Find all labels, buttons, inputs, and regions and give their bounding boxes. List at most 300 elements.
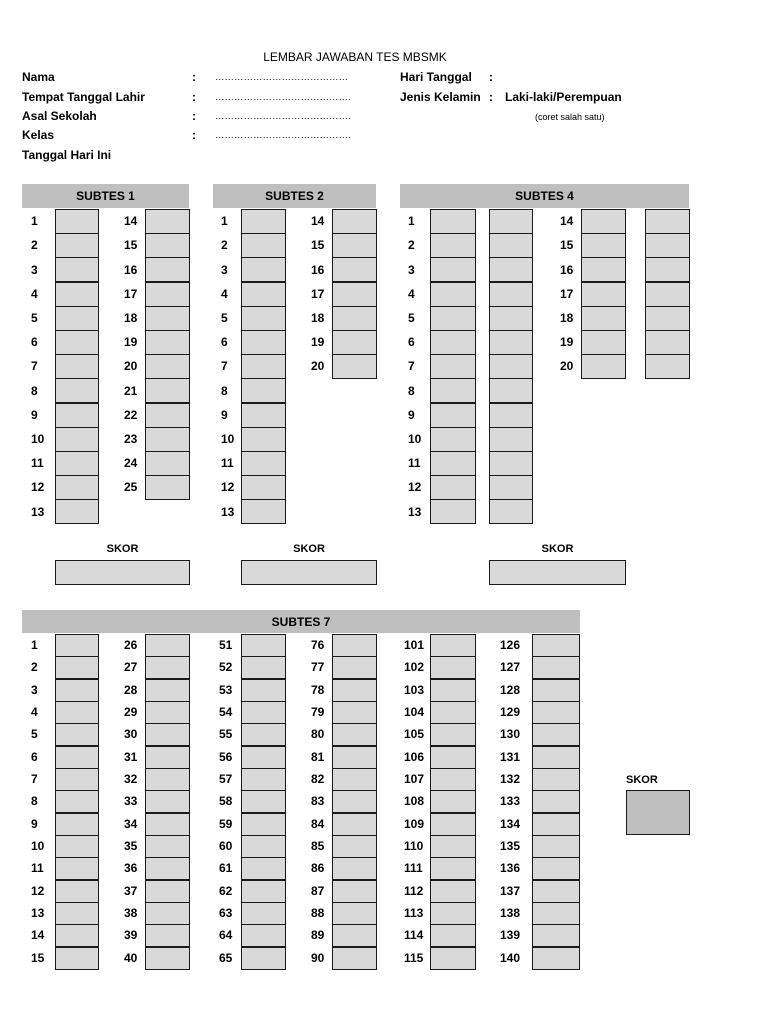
answer-box (55, 947, 99, 970)
answer-box (145, 209, 190, 234)
answer-box (145, 282, 190, 307)
answer-box (145, 947, 190, 970)
answer-box (241, 701, 286, 724)
item-number: 114 (404, 928, 424, 942)
item-number: 3 (31, 263, 38, 277)
answer-box (55, 378, 99, 403)
item-number: 136 (500, 861, 521, 875)
item-number: 6 (221, 335, 228, 349)
item-number: 59 (219, 817, 233, 831)
answer-box (55, 634, 99, 657)
answer-box (241, 924, 286, 947)
item-number: 4 (31, 287, 38, 301)
answer-box (430, 947, 476, 970)
item-number: 77 (311, 660, 325, 674)
item-number: 128 (500, 683, 521, 697)
item-number: 56 (219, 750, 233, 764)
subtes-1-header: SUBTES 1 (22, 184, 189, 208)
answer-box (145, 790, 190, 813)
item-number: 135 (500, 839, 521, 853)
answer-box (430, 746, 476, 769)
item-number: 9 (408, 408, 415, 422)
answer-box (241, 233, 286, 258)
item-number: 1 (31, 214, 38, 228)
item-number: 61 (219, 861, 233, 875)
answer-box (645, 282, 690, 307)
item-number: 127 (500, 660, 521, 674)
answer-box (581, 209, 626, 234)
jenis-kelamin-label: Jenis Kelamin (400, 90, 481, 104)
item-number: 9 (31, 817, 38, 831)
item-number: 112 (404, 884, 424, 898)
answer-box (430, 880, 476, 903)
answer-box (430, 768, 476, 791)
item-number: 107 (404, 772, 425, 786)
item-number: 37 (124, 884, 138, 898)
item-number: 138 (500, 906, 521, 920)
answer-box (241, 282, 286, 307)
answer-box (332, 924, 377, 947)
item-number: 9 (221, 408, 228, 422)
kelas-label: Kelas (22, 128, 55, 142)
item-number: 19 (560, 335, 574, 349)
answer-box (532, 835, 580, 858)
answer-box (332, 947, 377, 970)
answer-box (430, 499, 476, 524)
answer-box (489, 451, 533, 476)
item-number: 2 (221, 238, 228, 252)
answer-box (332, 354, 377, 379)
item-number: 60 (219, 839, 233, 853)
item-number: 13 (408, 505, 422, 519)
item-number: 113 (404, 906, 424, 920)
answer-box (145, 924, 190, 947)
answer-box (332, 701, 377, 724)
item-number: 26 (124, 638, 138, 652)
nama-colon: : (192, 70, 196, 84)
item-number: 79 (311, 705, 325, 719)
item-number: 33 (124, 794, 138, 808)
item-number: 20 (124, 359, 138, 373)
item-number: 2 (408, 238, 415, 252)
answer-box (55, 790, 99, 813)
item-number: 88 (311, 906, 325, 920)
item-number: 129 (500, 705, 521, 719)
item-number: 12 (31, 884, 45, 898)
answer-box (532, 656, 580, 679)
answer-box (430, 857, 476, 880)
answer-box (332, 634, 377, 657)
answer-box (241, 499, 286, 524)
answer-box (241, 330, 286, 355)
item-number: 7 (408, 359, 415, 373)
item-number: 18 (560, 311, 574, 325)
item-number: 6 (408, 335, 415, 349)
answer-box (145, 857, 190, 880)
page-title: LEMBAR JAWABAN TES MBSMK (263, 50, 447, 64)
item-number: 13 (31, 505, 45, 519)
answer-box (430, 813, 476, 836)
item-number: 106 (404, 750, 425, 764)
answer-box (55, 475, 99, 500)
item-number: 12 (408, 480, 422, 494)
asal-sekolah-label: Asal Sekolah (22, 109, 97, 123)
answer-box (332, 902, 377, 925)
answer-box (241, 378, 286, 403)
answer-box (241, 656, 286, 679)
item-number: 12 (31, 480, 45, 494)
item-number: 134 (500, 817, 521, 831)
answer-box (145, 378, 190, 403)
item-number: 11 (31, 456, 44, 470)
subtes-1-skor-box (55, 560, 190, 585)
answer-box (489, 354, 533, 379)
item-number: 82 (311, 772, 325, 786)
jenis-kelamin-colon: : (489, 90, 493, 104)
kelas-fill-line: ……………………………………. (215, 130, 351, 141)
item-number: 5 (408, 311, 415, 325)
item-number: 1 (408, 214, 415, 228)
answer-box (430, 403, 476, 428)
item-number: 32 (124, 772, 138, 786)
answer-box (332, 723, 377, 746)
item-number: 40 (124, 951, 138, 965)
item-number: 76 (311, 638, 325, 652)
answer-box (430, 233, 476, 258)
answer-box (145, 701, 190, 724)
answer-box (332, 768, 377, 791)
answer-box (55, 701, 99, 724)
answer-box (55, 656, 99, 679)
item-number: 80 (311, 727, 325, 741)
kelas-colon: : (192, 128, 196, 142)
answer-box (430, 701, 476, 724)
answer-box (532, 880, 580, 903)
answer-box (145, 880, 190, 903)
answer-box (55, 924, 99, 947)
tempat-tanggal-lahir-colon: : (192, 90, 196, 104)
answer-box (145, 330, 190, 355)
item-number: 14 (560, 214, 574, 228)
answer-box (489, 330, 533, 355)
answer-box (430, 306, 476, 331)
item-number: 62 (219, 884, 233, 898)
hari-tanggal-colon: : (489, 70, 493, 84)
answer-box (145, 746, 190, 769)
item-number: 5 (221, 311, 228, 325)
item-number: 17 (311, 287, 325, 301)
item-number: 84 (311, 817, 325, 831)
answer-box (145, 306, 190, 331)
asal-sekolah-colon: : (192, 109, 196, 123)
item-number: 133 (500, 794, 521, 808)
subtes-2-header: SUBTES 2 (213, 184, 376, 208)
item-number: 36 (124, 861, 138, 875)
answer-box (489, 209, 533, 234)
answer-box (241, 257, 286, 282)
answer-box (332, 330, 377, 355)
answer-box (145, 656, 190, 679)
item-number: 5 (31, 727, 38, 741)
answer-box (532, 947, 580, 970)
answer-box (145, 354, 190, 379)
item-number: 8 (408, 384, 415, 398)
answer-box (489, 257, 533, 282)
answer-box (430, 378, 476, 403)
answer-box (430, 679, 476, 702)
answer-box (55, 233, 99, 258)
subtes-4-skor-box (489, 560, 626, 585)
answer-box (55, 209, 99, 234)
item-number: 16 (560, 263, 574, 277)
item-number: 87 (311, 884, 325, 898)
answer-box (532, 634, 580, 657)
item-number: 14 (311, 214, 325, 228)
answer-box (241, 354, 286, 379)
answer-box (332, 790, 377, 813)
item-number: 25 (124, 480, 138, 494)
answer-box (55, 723, 99, 746)
item-number: 39 (124, 928, 138, 942)
answer-box (532, 679, 580, 702)
subtes-4-skor-label: SKOR (541, 543, 574, 555)
answer-box (241, 857, 286, 880)
answer-box (532, 768, 580, 791)
item-number: 1 (31, 638, 38, 652)
answer-box (532, 857, 580, 880)
item-number: 7 (31, 772, 38, 786)
item-number: 102 (404, 660, 425, 674)
item-number: 81 (311, 750, 325, 764)
answer-box (489, 427, 533, 452)
jenis-kelamin-note: (coret salah satu) (535, 112, 605, 122)
item-number: 126 (500, 638, 521, 652)
item-number: 14 (31, 928, 45, 942)
answer-box (55, 835, 99, 858)
answer-box (241, 723, 286, 746)
answer-box (55, 902, 99, 925)
item-number: 6 (31, 335, 38, 349)
item-number: 5 (31, 311, 38, 325)
item-number: 85 (311, 839, 325, 853)
answer-box (489, 233, 533, 258)
answer-box (145, 451, 190, 476)
answer-box (332, 880, 377, 903)
answer-box (581, 257, 626, 282)
item-number: 19 (124, 335, 138, 349)
answer-box (241, 475, 286, 500)
answer-box (645, 306, 690, 331)
answer-box (332, 306, 377, 331)
answer-box (332, 209, 377, 234)
asal-sekolah-fill-line: ……………………………………. (215, 111, 351, 122)
item-number: 52 (219, 660, 233, 674)
answer-box (430, 475, 476, 500)
answer-box (145, 723, 190, 746)
answer-box (430, 924, 476, 947)
answer-box (581, 282, 626, 307)
answer-box (145, 475, 190, 500)
item-number: 10 (31, 432, 45, 446)
answer-box (332, 679, 377, 702)
item-number: 4 (408, 287, 415, 301)
answer-box (145, 257, 190, 282)
item-number: 65 (219, 951, 233, 965)
item-number: 15 (124, 238, 138, 252)
answer-box (145, 902, 190, 925)
answer-box (430, 330, 476, 355)
item-number: 8 (31, 794, 38, 808)
item-number: 10 (221, 432, 235, 446)
item-number: 64 (219, 928, 233, 942)
subtes-4-header: SUBTES 4 (400, 184, 689, 208)
answer-box (332, 233, 377, 258)
item-number: 53 (219, 683, 233, 697)
item-number: 51 (219, 638, 233, 652)
answer-box (581, 330, 626, 355)
hari-tanggal-label: Hari Tanggal (400, 70, 472, 84)
item-number: 34 (124, 817, 138, 831)
item-number: 27 (124, 660, 138, 674)
answer-box (55, 282, 99, 307)
answer-box (241, 306, 286, 331)
answer-box (532, 701, 580, 724)
item-number: 108 (404, 794, 425, 808)
item-number: 140 (500, 951, 521, 965)
item-number: 103 (404, 683, 425, 697)
answer-box (489, 475, 533, 500)
answer-box (332, 282, 377, 307)
answer-box (145, 427, 190, 452)
item-number: 101 (404, 638, 425, 652)
item-number: 12 (221, 480, 235, 494)
item-number: 16 (124, 263, 138, 277)
answer-box (332, 257, 377, 282)
item-number: 137 (500, 884, 521, 898)
answer-box (145, 634, 190, 657)
answer-box (332, 835, 377, 858)
item-number: 28 (124, 683, 138, 697)
item-number: 7 (31, 359, 38, 373)
answer-box (645, 354, 690, 379)
item-number: 20 (311, 359, 325, 373)
item-number: 23 (124, 432, 138, 446)
answer-box (145, 403, 190, 428)
item-number: 30 (124, 727, 138, 741)
answer-box (581, 233, 626, 258)
answer-box (55, 499, 99, 524)
item-number: 14 (124, 214, 138, 228)
answer-box (55, 306, 99, 331)
nama-label: Nama (22, 70, 55, 84)
item-number: 7 (221, 359, 228, 373)
item-number: 57 (219, 772, 233, 786)
answer-box (241, 813, 286, 836)
item-number: 20 (560, 359, 574, 373)
answer-box (581, 306, 626, 331)
item-number: 90 (311, 951, 325, 965)
item-number: 78 (311, 683, 325, 697)
item-number: 2 (31, 660, 38, 674)
item-number: 31 (124, 750, 138, 764)
item-number: 10 (31, 839, 45, 853)
subtes-1-skor-label: SKOR (106, 543, 139, 555)
answer-box (489, 499, 533, 524)
item-number: 4 (221, 287, 228, 301)
answer-box (645, 257, 690, 282)
answer-box (241, 209, 286, 234)
item-number: 86 (311, 861, 325, 875)
answer-box (332, 857, 377, 880)
answer-box (55, 451, 99, 476)
answer-box (645, 209, 690, 234)
answer-box (332, 813, 377, 836)
item-number: 19 (311, 335, 325, 349)
answer-box (55, 330, 99, 355)
item-number: 111 (404, 861, 423, 875)
item-number: 21 (124, 384, 138, 398)
item-number: 10 (408, 432, 422, 446)
subtes-2-skor-label: SKOR (293, 543, 325, 555)
item-number: 16 (311, 263, 325, 277)
subtes-2-skor-box (241, 560, 377, 585)
item-number: 58 (219, 794, 233, 808)
item-number: 63 (219, 906, 233, 920)
answer-box (241, 902, 286, 925)
item-number: 1 (221, 214, 228, 228)
item-number: 104 (404, 705, 425, 719)
answer-box (55, 257, 99, 282)
item-number: 38 (124, 906, 138, 920)
answer-box (55, 354, 99, 379)
answer-box (532, 902, 580, 925)
answer-box (430, 354, 476, 379)
jenis-kelamin-options: Laki-laki/Perempuan (505, 90, 622, 104)
answer-box (532, 790, 580, 813)
subtes-7-skor-box (626, 790, 690, 835)
answer-box (241, 746, 286, 769)
answer-box (241, 768, 286, 791)
item-number: 83 (311, 794, 325, 808)
tempat-tanggal-lahir-fill-line: ……………………………………. (215, 92, 351, 103)
item-number: 130 (500, 727, 521, 741)
item-number: 18 (124, 311, 138, 325)
item-number: 15 (31, 951, 45, 965)
item-number: 8 (221, 384, 228, 398)
item-number: 132 (500, 772, 521, 786)
answer-box (489, 403, 533, 428)
answer-box (241, 790, 286, 813)
subtes-7-header: SUBTES 7 (22, 610, 580, 633)
answer-box (430, 451, 476, 476)
tempat-tanggal-lahir-label: Tempat Tanggal Lahir (22, 90, 145, 104)
answer-box (55, 679, 99, 702)
answer-box (241, 634, 286, 657)
item-number: 29 (124, 705, 138, 719)
answer-box (581, 354, 626, 379)
answer-box (145, 813, 190, 836)
answer-box (430, 427, 476, 452)
answer-box (430, 902, 476, 925)
answer-box (55, 427, 99, 452)
item-number: 55 (219, 727, 233, 741)
nama-fill-line: …………………………………… (215, 72, 348, 83)
answer-box (145, 233, 190, 258)
item-number: 13 (31, 906, 45, 920)
item-number: 15 (560, 238, 574, 252)
item-number: 4 (31, 705, 38, 719)
item-number: 6 (31, 750, 38, 764)
